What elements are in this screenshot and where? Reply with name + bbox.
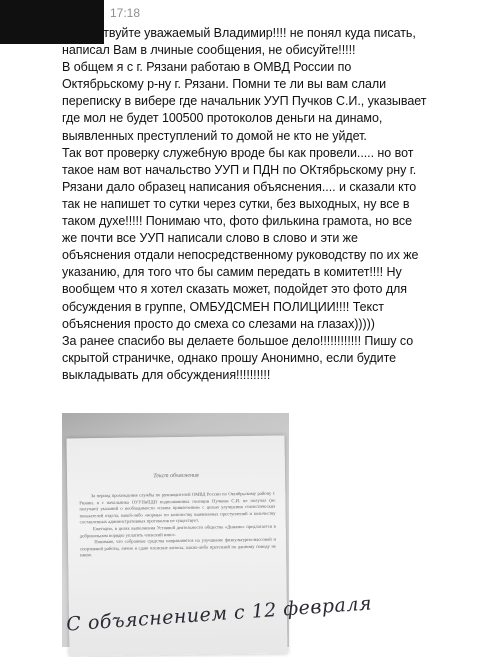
attached-photo[interactable]: [62, 413, 373, 647]
post-message-text: Здравствуйте уважаемый Владимир!!!! не понял куда писать, написал Вам в лчиные сообщения, не обисуйте!!!!! В общем я с г. Рязани работаю в ОМВД России по Октябрьскому р-ну г. Рязани. Помни те ли вы вам слали переписку в вибере где начальник УУП Пучков С.И., указывает где мол не будет 100500 протоколов деньги на динамо, выявленных преступлений то домой не кто не уйдет. Так вот проверку служебную вроде бы как провели..... но вот такое нам вот начальство УУП и ПДН по ОКтябрьскому рну г. Рязани дало образец написания объяснения.... и сказали кто так не напишет то сутки через сутки, без выходных, ну все в таком духе!!!!! Понимаю что, фото филькина грамота, но все же почти все УУП написали слово в слово и эти же объяснения отдали непосредственному руководству по их же указанию, для того что бы самим передать в комитет!!!! Ну вообщем что я хотел сказать может, подойдет это фото для обсуждения в группе, ОМБУДСМЕН ПОЛИЦИИ!!!! Текст объяснения просто до смеха со слезами на глазах))))) За ранее спасибо вы делаете большое дело!!!!!!!!!!!! Пишу со скрытой страничке, однако прошу Анонимно, если будите выкладывать для обсуждения!!!!!!!!!!: [62, 26, 427, 382]
document-title: Текст объяснения: [153, 472, 199, 480]
document-body-text: За период прохождения службы по руководителей ОМВД России по Октябрьскому району г. Рязани, я с начальника ОУУПиПДН подполковника полиции Пучкова С.И. не получал (не получаю) указаний о необходимости «плана привлечения» с целью улучшения статистических показателей отдела, какой-либо «нормы» по количеству выявленных преступлений и количеству составленных административных протоколов не существует. Ежегодно, в целях выполнения Уставной деятельности общества «Динамо» предлагается в добровольном порядке уплатить членский взнос. Понимаю, что собранные средства направляются на улучшение физкультурно-массовой и спортивной работы, лично я сдаю членские взносы, каких-либо претензий по данному поводу не имею.: [79, 490, 278, 558]
handwritten-note: С объяснением с 12 февраля: [65, 592, 373, 636]
post-timestamp: 17:18: [110, 6, 141, 20]
